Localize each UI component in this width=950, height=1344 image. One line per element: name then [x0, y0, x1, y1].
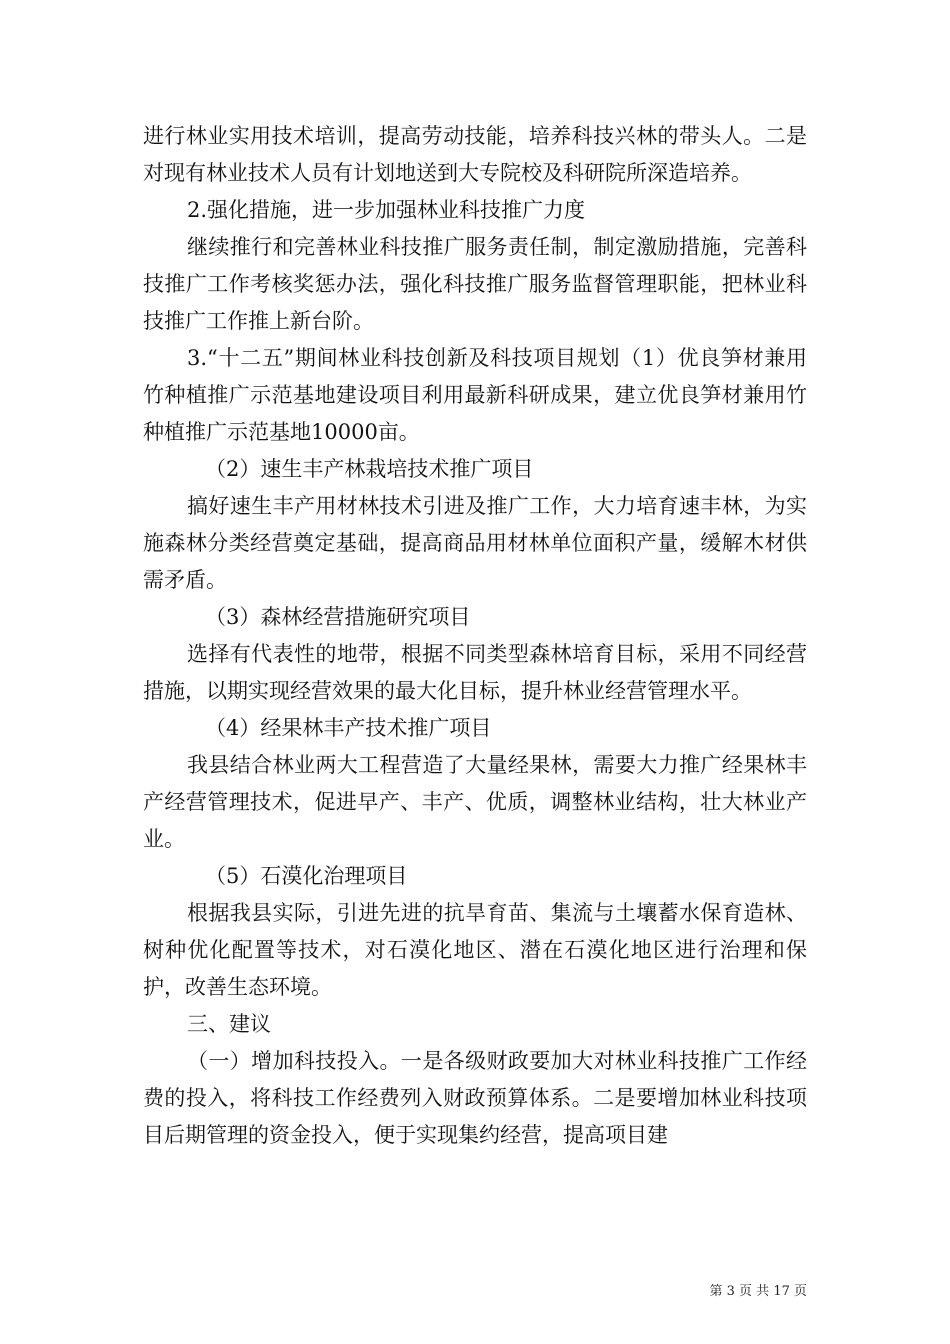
paragraph-promotion-responsibility: 继续推行和完善林业科技推广服务责任制，制定激励措施，完善科技推广工作考核奖惩办法，强化科技推广服务监督管理职能，把林业科技推广工作推上新台阶。: [143, 235, 807, 333]
heading-fast-growing-forest: （2）速生丰产林栽培技术推广项目: [205, 457, 534, 481]
paragraph-five-year-plan: 3.“十二五”期间林业科技创新及科技项目规划（1）优良笋材兼用竹种植推广示范基地建设项目利用最新科研成果，建立优良笋材兼用竹种植推广示范基地10000亩。: [143, 346, 807, 444]
heading-rocky-desertification: （5）石漠化治理项目: [205, 864, 408, 888]
paragraph-forest-management: 选择有代表性的地带，根据不同类型森林培育目标，采用不同经营措施，以期实现经营效果的最大化目标，提升林业经营管理水平。: [143, 642, 807, 703]
paragraph-fruit-forest: 我县结合林业两大工程营造了大量经果林，需要大力推广经果林丰产经营管理技术，促进早产、丰产、优质，调整林业结构，壮大林业产业。: [143, 753, 807, 851]
paragraph-increase-investment: （一）增加科技投入。一是各级财政要加大对林业科技推广工作经费的投入，将科技工作经费列入财政预算体系。二是要增加林业科技项目后期管理的资金投入，便于实现集约经营，提高项目建: [143, 1049, 807, 1147]
paragraph-rocky-desertification: 根据我县实际，引进先进的抗旱育苗、集流与土壤蓄水保育造林、树种优化配置等技术，对石漠化地区、潜在石漠化地区进行治理和保护，改善生态环境。: [143, 901, 807, 999]
paragraph-fast-growing-forest: 搞好速生丰产用材林技术引进及推广工作，大力培育速丰林，为实施森林分类经营奠定基础，提高商品用材林单位面积产量，缓解木材供需矛盾。: [143, 494, 807, 592]
paragraph-training-continuation: 进行林业实用技术培训，提高劳动技能，培养科技兴林的带头人。二是对现有林业技术人员有计划地送到大专院校及科研院所深造培养。: [143, 124, 807, 185]
heading-fruit-forest: （4）经果林丰产技术推广项目: [205, 716, 492, 740]
heading-strengthen-measures: 2.强化措施，进一步加强林业科技推广力度: [187, 198, 586, 222]
page-number: 第 3 页 共 17 页: [709, 1284, 807, 1299]
document-body: [143, 118, 807, 1154]
heading-forest-management: （3）森林经营措施研究项目: [205, 605, 471, 629]
page-footer: [0, 1283, 950, 1301]
heading-recommendations: 三、建议: [187, 1012, 271, 1036]
